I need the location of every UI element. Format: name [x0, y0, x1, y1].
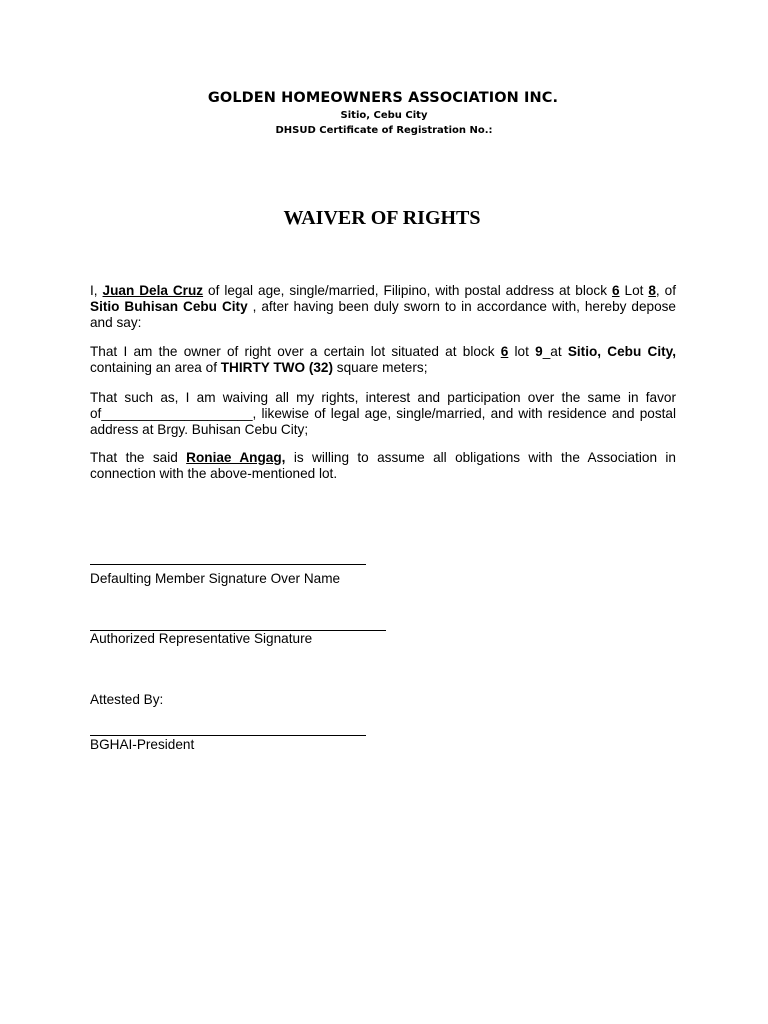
- paragraph-assumption: That the said Roniae Angag, is willing to assume all obligations with the Association in connection with the above-mentioned lot.: [90, 450, 676, 481]
- organization-address: Sitio, Cebu City: [340, 110, 428, 121]
- paragraph-affiant: I, Juan Dela Cruz of legal age, single/married, Filipino, with postal address at block 6 Lot 8, of Sitio Buhisan Cebu City , after having been duly sworn to in accordance with, hereby depose and say:: [90, 283, 676, 330]
- property-location: Sitio, Cebu City,: [567, 344, 676, 359]
- document-title: WAIVER OF RIGHTS: [283, 207, 481, 229]
- affiant-block: 6: [611, 283, 620, 298]
- property-block: 6: [500, 344, 509, 359]
- president-label: BGHAI-President: [90, 737, 195, 752]
- paragraph-waiver: That such as, I am waiving all my rights, interest and participation over the same in favor of____________________, likewise of legal age, single/married, and with residence and postal address at Brgy. Buhisan Cebu City;: [90, 390, 676, 437]
- president-signature-line: [90, 735, 366, 736]
- authorized-rep-label: Authorized Representative Signature: [90, 631, 313, 646]
- property-lot: 9: [535, 344, 543, 359]
- paragraph-ownership: That I am the owner of right over a certain lot situated at block 6 lot 9_at Sitio, Cebu City, containing an area of THIRTY TWO (32) square meters;: [90, 344, 676, 375]
- defaulting-member-label: Defaulting Member Signature Over Name: [90, 571, 341, 586]
- attested-by-label: Attested By:: [90, 692, 164, 707]
- affiant-name: Juan Dela Cruz: [102, 283, 204, 298]
- organization-name: GOLDEN HOMEOWNERS ASSOCIATION INC.: [207, 90, 559, 106]
- registration-line: DHSUD Certificate of Registration No.:: [275, 125, 493, 136]
- letterhead: [0, 88, 768, 138]
- affiant-place: Sitio Buhisan Cebu City: [90, 299, 248, 314]
- affiant-lot: 8: [648, 283, 656, 298]
- defaulting-member-signature-line: [90, 564, 366, 565]
- transferee-name: Roniae Angag,: [186, 450, 286, 465]
- property-area: THIRTY TWO (32): [220, 360, 334, 375]
